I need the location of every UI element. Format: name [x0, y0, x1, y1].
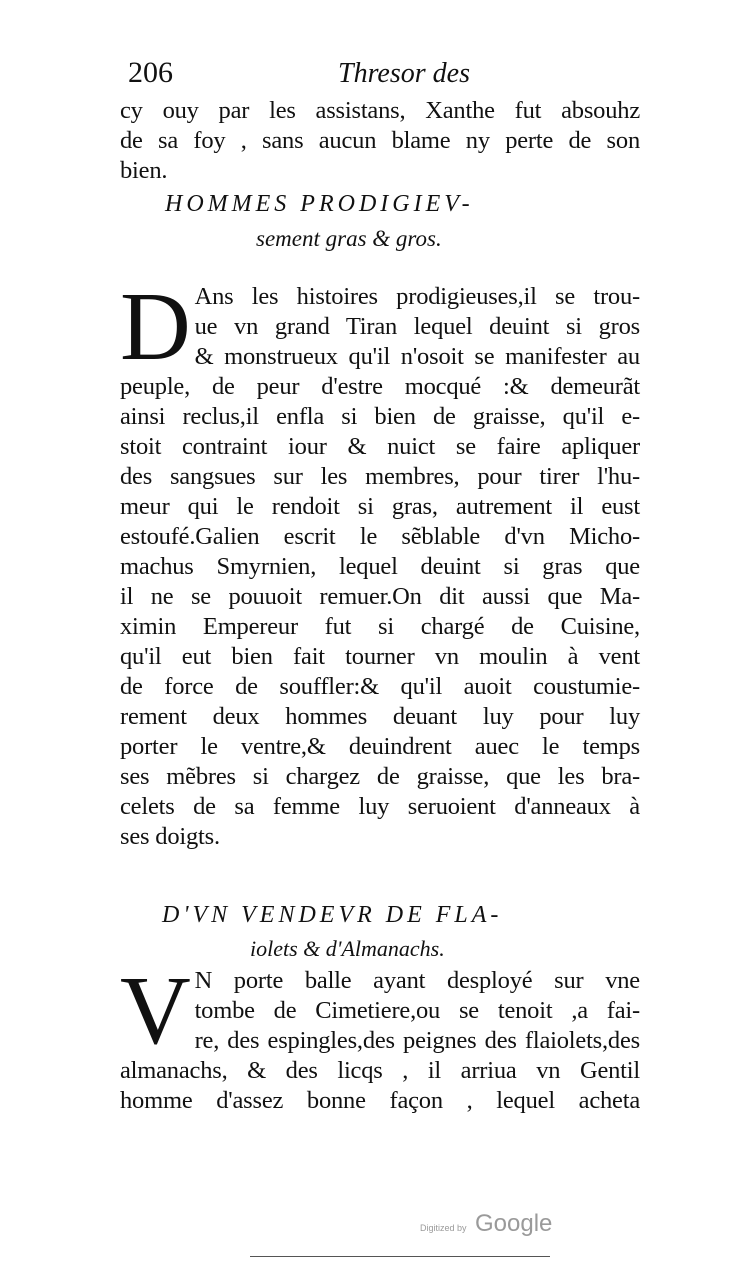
continuation-paragraph [120, 96, 640, 186]
digitized-label: Digitized by [420, 1223, 467, 1233]
drop-cap: D [120, 273, 191, 381]
text-line: Ans les histoires prodigieuses,il se trou- [194, 283, 640, 310]
text-line: estoufé.Galien escrit le sẽblable d'vn Micho- [120, 523, 640, 550]
text-line: il ne se pouuoit remuer.On dit aussi que Ma- [120, 583, 640, 610]
google-label: Google [474, 1210, 553, 1237]
text-line: ses mẽbres si chargez de graisse, que les bra- [120, 763, 640, 790]
section-heading-line: HOMMES PRODIGIEV- [165, 191, 474, 217]
text-line: tombe de Cimetiere,ou se tenoit ,a fai- [194, 997, 640, 1024]
text-line: des sangsues sur les membres, pour tirer l'hu- [120, 463, 640, 490]
text-line: homme d'assez bonne façon , lequel acheta [120, 1087, 640, 1114]
section-paragraph [120, 273, 640, 852]
running-title: Thresor des [338, 58, 470, 89]
text-line: & monstrueux qu'il n'osoit se manifester au [194, 343, 640, 370]
section-paragraph [120, 957, 640, 1116]
drop-cap: V [120, 957, 191, 1065]
text-line: N porte balle ayant desployé sur vne [194, 967, 640, 994]
text-line: bien. [120, 157, 168, 184]
section-heading-line: sement gras & gros. [256, 226, 442, 251]
text-line: porter le ventre,& deuindrent auec le temps [120, 733, 640, 760]
text-line: celets de sa femme luy seruoient d'anneaux à [120, 793, 640, 820]
text-line: peuple, de peur d'estre mocqué :& demeurãt [120, 373, 640, 400]
text-line: de force de souffler:& qu'il auoit coustumie- [120, 673, 640, 700]
section-heading-line: D'VN VENDEVR DE FLA- [162, 902, 503, 928]
text-line: ximin Empereur fut si chargé de Cuisine, [120, 613, 640, 640]
text-line: de sa foy , sans aucun blame ny perte de son [120, 127, 640, 154]
section-heading-line: iolets & d'Almanachs. [250, 936, 445, 961]
text-line: ainsi reclus,il enfla si bien de graisse, qu'il e- [120, 403, 640, 430]
text-line: ses doigts. [120, 823, 220, 850]
text-line: qu'il eut bien fait tourner vn moulin à vent [120, 643, 640, 670]
text-line: ue vn grand Tiran lequel deuint si gros [194, 313, 640, 340]
text-line: machus Smyrnien, lequel deuint si gras que [120, 553, 640, 580]
bottom-rule [250, 1256, 550, 1257]
text-line: re, des espingles,des peignes des flaiolets,des [194, 1027, 640, 1054]
digitization-watermark [420, 1210, 552, 1238]
page-header [128, 56, 628, 96]
text-line: rement deux hommes deuant luy pour luy [120, 703, 640, 730]
text-line: stoit contraint iour & nuict se faire apliquer [120, 433, 640, 460]
page-number: 206 [128, 56, 173, 89]
text-line: cy ouy par les assistans, Xanthe fut absouhz [120, 97, 640, 124]
text-line: meur qui le rendoit si gras, autrement il eust [120, 493, 640, 520]
text-line: almanachs, & des licqs , il arriua vn Gentil [120, 1057, 640, 1084]
